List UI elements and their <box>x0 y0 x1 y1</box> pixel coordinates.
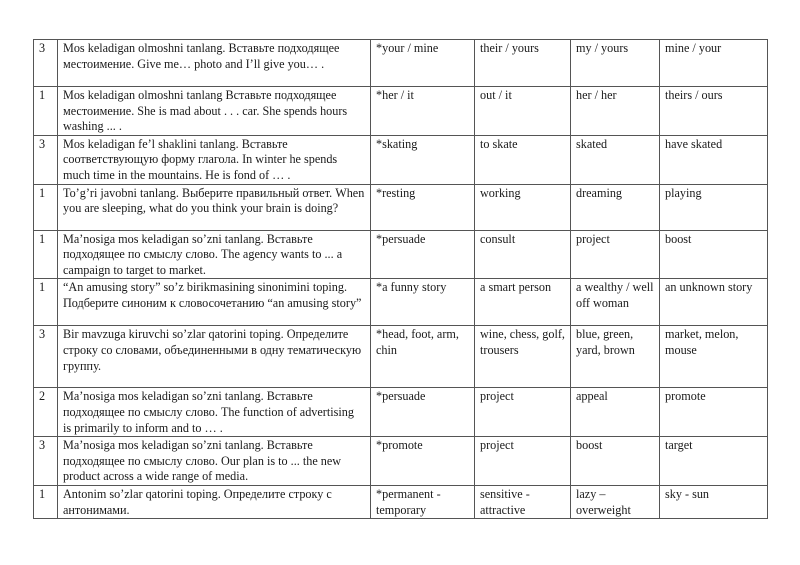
answer-option-cell: playing <box>660 184 768 230</box>
correct-answer-cell: *head, foot, arm, chin <box>371 326 475 388</box>
answer-option-cell: boost <box>571 437 660 486</box>
question-cell: Mos keladigan olmoshni tanlang Вставьте подходящее местоимение. She is mad about . . . car. She spends hours washing ... . <box>58 87 371 136</box>
question-cell: Antonim so’zlar qatorini toping. Определите строку с антонимами. <box>58 485 371 518</box>
answer-option-cell: market, melon, mouse <box>660 326 768 388</box>
table-row <box>34 388 768 437</box>
question-cell: Ma’nosiga mos keladigan so’zni tanlang. Вставьте подходящее по смыслу слово. The agency wants to ... a campaign to target to market. <box>58 230 371 279</box>
answer-option-cell: a smart person <box>475 279 571 326</box>
correct-answer-cell: *persuade <box>371 230 475 279</box>
answer-option-cell: have skated <box>660 135 768 184</box>
answer-option-cell: sensitive - attractive <box>475 485 571 518</box>
answer-option-cell: blue, green, yard, brown <box>571 326 660 388</box>
table-row <box>34 87 768 136</box>
table-row <box>34 184 768 230</box>
correct-answer-cell: *a funny story <box>371 279 475 326</box>
answer-option-cell: project <box>475 388 571 437</box>
difficulty-level-cell: 1 <box>34 279 58 326</box>
answer-option-cell: appeal <box>571 388 660 437</box>
answer-option-cell: mine / your <box>660 40 768 87</box>
question-cell: “An amusing story” so’z birikmasining sinonimini toping. Подберите синоним к словосочетанию “an amusing story” <box>58 279 371 326</box>
correct-answer-cell: *skating <box>371 135 475 184</box>
difficulty-level-cell: 2 <box>34 388 58 437</box>
answer-option-cell: project <box>475 437 571 486</box>
question-cell: To’g’ri javobni tanlang. Выберите правильный ответ. When you are sleeping, what do you think your brain is doing? <box>58 184 371 230</box>
question-cell: Mos keladigan fe’l shaklini tanlang. Вставьте соответствующую форму глагола. In winter he spends much time in the mountains. He is fond of … . <box>58 135 371 184</box>
answer-option-cell: lazy – overweight <box>571 485 660 518</box>
answer-option-cell: dreaming <box>571 184 660 230</box>
answer-option-cell: their / yours <box>475 40 571 87</box>
difficulty-level-cell: 1 <box>34 184 58 230</box>
answer-option-cell: promote <box>660 388 768 437</box>
correct-answer-cell: *promote <box>371 437 475 486</box>
answer-option-cell: wine, chess, golf, trousers <box>475 326 571 388</box>
correct-answer-cell: *permanent - temporary <box>371 485 475 518</box>
answer-option-cell: to skate <box>475 135 571 184</box>
correct-answer-cell: *resting <box>371 184 475 230</box>
difficulty-level-cell: 1 <box>34 87 58 136</box>
answer-option-cell: consult <box>475 230 571 279</box>
answer-option-cell: project <box>571 230 660 279</box>
difficulty-level-cell: 1 <box>34 230 58 279</box>
answer-option-cell: a wealthy / well off woman <box>571 279 660 326</box>
question-cell: Ma’nosiga mos keladigan so’zni tanlang. Вставьте подходящее по смыслу слово. Our plan is to ... the new product across a wide range of media. <box>58 437 371 486</box>
answer-option-cell: her / her <box>571 87 660 136</box>
answer-option-cell: theirs / ours <box>660 87 768 136</box>
difficulty-level-cell: 3 <box>34 326 58 388</box>
correct-answer-cell: *your / mine <box>371 40 475 87</box>
answer-option-cell: boost <box>660 230 768 279</box>
table-row <box>34 485 768 518</box>
table-row <box>34 40 768 87</box>
answer-option-cell: working <box>475 184 571 230</box>
question-cell: Ma’nosiga mos keladigan so’zni tanlang. Вставьте подходящее по смыслу слово. The function of advertising is primarily to inform and to … . <box>58 388 371 437</box>
table-row <box>34 437 768 486</box>
answer-option-cell: target <box>660 437 768 486</box>
test-questions-table <box>33 39 768 519</box>
difficulty-level-cell: 3 <box>34 40 58 87</box>
difficulty-level-cell: 3 <box>34 135 58 184</box>
table-row <box>34 326 768 388</box>
difficulty-level-cell: 1 <box>34 485 58 518</box>
correct-answer-cell: *her / it <box>371 87 475 136</box>
question-cell: Mos keladigan olmoshni tanlang. Вставьте подходящее местоимение. Give me… photo and I’ll give you… . <box>58 40 371 87</box>
answer-option-cell: sky - sun <box>660 485 768 518</box>
answer-option-cell: my / yours <box>571 40 660 87</box>
answer-option-cell: out / it <box>475 87 571 136</box>
question-cell: Bir mavzuga kiruvchi so’zlar qatorini toping. Определите строку со словами, объединенными в одну тематическую группу. <box>58 326 371 388</box>
answer-option-cell: skated <box>571 135 660 184</box>
table-row <box>34 135 768 184</box>
difficulty-level-cell: 3 <box>34 437 58 486</box>
table-row <box>34 279 768 326</box>
answer-option-cell: an unknown story <box>660 279 768 326</box>
correct-answer-cell: *persuade <box>371 388 475 437</box>
table-row <box>34 230 768 279</box>
